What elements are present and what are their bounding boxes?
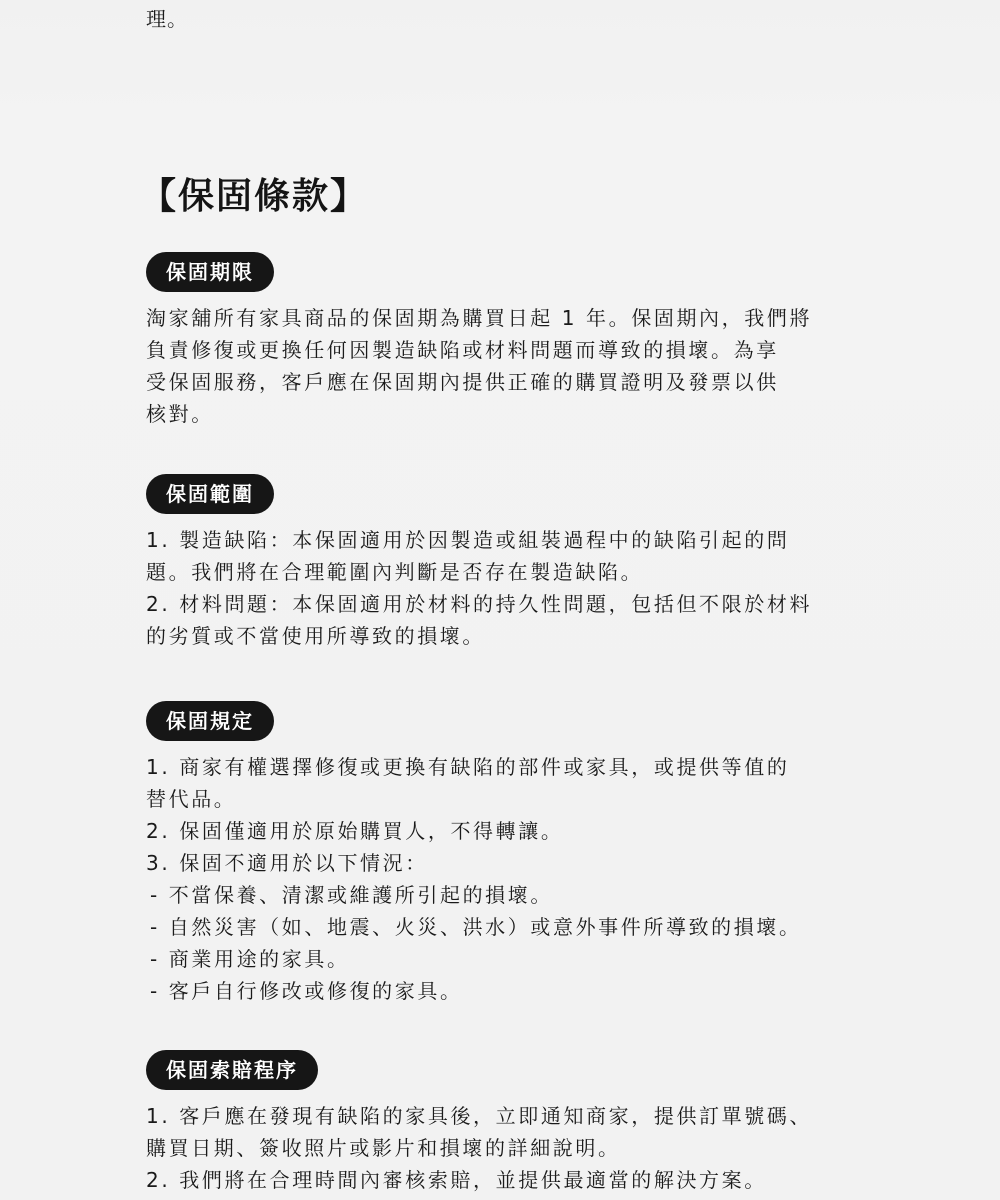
text-line: 2. 材料問題：本保固適用於材料的持久性問題，包括但不限於材料 <box>146 592 813 616</box>
text-line: - 不當保養、清潔或維護所引起的損壞。 <box>150 883 553 907</box>
text-line: 1. 客戶應在發現有缺陷的家具後，立即通知商家，提供訂單號碼、 <box>146 1104 813 1128</box>
text-line: 受保固服務，客戶應在保固期內提供正確的購買證明及發票以供 <box>146 370 779 394</box>
text-line: 2. 我們將在合理時間內審核索賠，並提供最適當的解決方案。 <box>146 1168 767 1192</box>
text-line: 1. 製造缺陷：本保固適用於因製造或組裝過程中的缺陷引起的問 <box>146 528 790 552</box>
text-line: 淘家舖所有家具商品的保固期為購買日起 1 年。保固期內，我們將 <box>146 306 813 330</box>
section-warranty-scope <box>146 474 866 652</box>
text-line: 負責修復或更換任何因製造缺陷或材料問題而導致的損壞。為享 <box>146 338 779 362</box>
section-heading-badge: 保固規定 <box>146 701 274 741</box>
section-body <box>146 1100 866 1196</box>
page-title: 【保固條款】 <box>140 175 369 217</box>
text-line: 的劣質或不當使用所導致的損壞。 <box>146 624 485 648</box>
previous-text-fragment: 理。 <box>146 7 188 31</box>
text-line: 3. 保固不適用於以下情況： <box>146 851 428 875</box>
section-heading-badge: 保固索賠程序 <box>146 1050 318 1090</box>
text-line: 1. 商家有權選擇修復或更換有缺陷的部件或家具，或提供等值的 <box>146 755 790 779</box>
text-line: 核對。 <box>146 402 214 426</box>
text-line: 替代品。 <box>146 787 237 811</box>
section-body <box>146 524 866 652</box>
section-heading-badge: 保固期限 <box>146 252 274 292</box>
section-warranty-claims <box>146 1050 866 1196</box>
text-line: - 客戶自行修改或修復的家具。 <box>150 979 463 1003</box>
text-line: 購買日期、簽收照片或影片和損壞的詳細說明。 <box>146 1136 621 1160</box>
text-line: 題。我們將在合理範圍內判斷是否存在製造缺陷。 <box>146 560 644 584</box>
text-line: - 商業用途的家具。 <box>150 947 350 971</box>
text-line: 2. 保固僅適用於原始購買人，不得轉讓。 <box>146 819 564 843</box>
text-line: - 自然災害（如、地震、火災、洪水）或意外事件所導致的損壞。 <box>150 915 802 939</box>
section-body <box>146 751 866 1007</box>
section-body <box>146 302 866 430</box>
section-heading-badge: 保固範圍 <box>146 474 274 514</box>
section-warranty-rules <box>146 701 866 1007</box>
section-warranty-period <box>146 252 866 430</box>
